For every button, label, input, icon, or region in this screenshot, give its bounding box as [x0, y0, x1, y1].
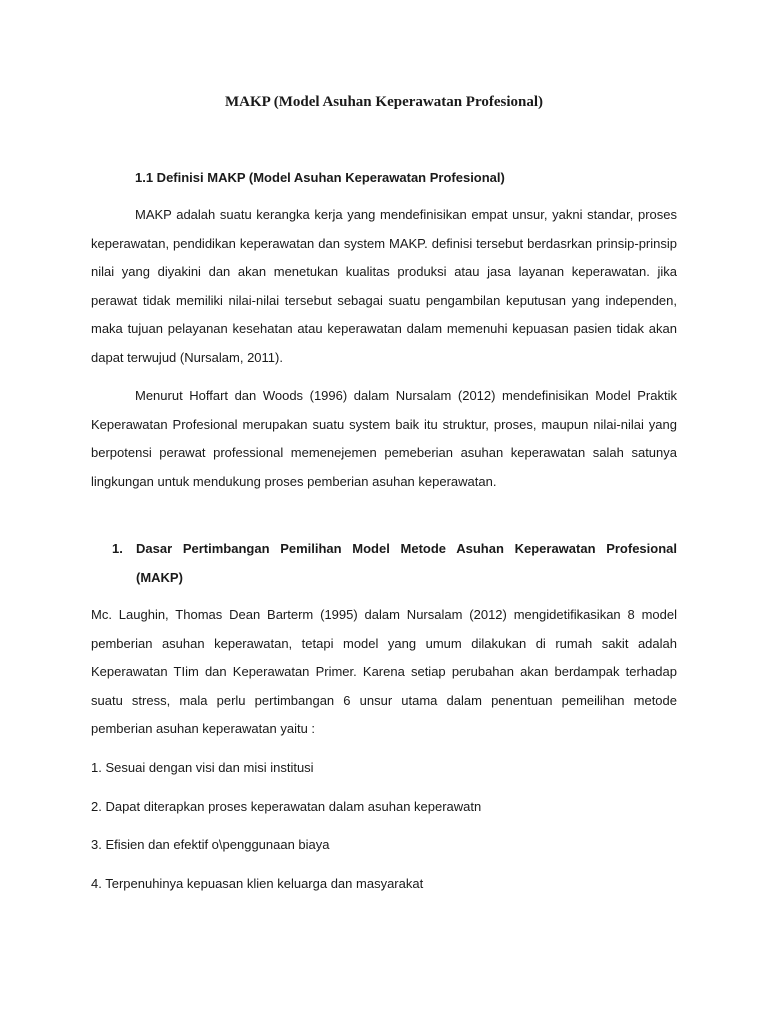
numbered-heading-text: Dasar Pertimbangan Pemilihan Model Metode Asuhan Keperawatan Profesional (MAKP): [136, 541, 677, 585]
section-heading-1-1: 1.1 Definisi MAKP (Model Asuhan Keperawatan Profesional): [135, 170, 505, 185]
document-title: MAKP (Model Asuhan Keperawatan Profesional): [224, 94, 544, 110]
numbered-heading-1: [112, 535, 677, 592]
list-item: 2. Dapat diterapkan proses keperawatan dalam asuhan keperawatn: [91, 799, 482, 814]
list-item: 1. Sesuai dengan visi dan misi institusi: [91, 760, 314, 775]
list-item: 3. Efisien dan efektif o\penggunaan biaya: [91, 837, 330, 852]
paragraph-hoffart-woods: Menurut Hoffart dan Woods (1996) dalam Nursalam (2012) mendefinisikan Model Praktik Keperawatan Profesional merupakan suatu system baik itu struktur, proses, maupun nilai-nilai yang berpotensi perawat professional memenejemen pemeberian asuhan keperawatan salah satunya lingkungan untuk mendukung proses pemberian asuhan keperawatan.: [91, 388, 677, 489]
numbered-heading-number: 1.: [112, 541, 123, 556]
paragraph-mc-laughin: Mc. Laughin, Thomas Dean Barterm (1995) dalam Nursalam (2012) mengidetifikasikan 8 model pemberian asuhan keperawatan, tetapi model yang umum dilakukan di rumah sakit adalah Keperawatan TIim dan Keperawatan Primer. Karena setiap perubahan akan berdampak terhadap suatu stress, mala perlu pertimbangan 6 unsur utama dalam penentuan pemeilihan metode pemberian asuhan keperawatan yaitu :: [91, 607, 677, 737]
list-item: 4. Terpenuhinya kepuasan klien keluarga dan masyarakat: [91, 876, 424, 891]
paragraph-definition: MAKP adalah suatu kerangka kerja yang mendefinisikan empat unsur, yakni standar, proses keperawatan, pendidikan keperawatan dan system MAKP. definisi tersebut berdasrkan prinsip-prinsip nilai yang diyakini dan akan menetukan kualitas produksi atau jasa layanan keperawatan. jika perawat tidak memiliki nilai-nilai tersebut sebagai suatu pengambilan keputusan yang independen, maka tujuan pelayanan kesehatan atau keperawatan dalam memenuhi kepuasan pasien tidak akan dapat terwujud (Nursalam, 2011).: [91, 207, 677, 365]
